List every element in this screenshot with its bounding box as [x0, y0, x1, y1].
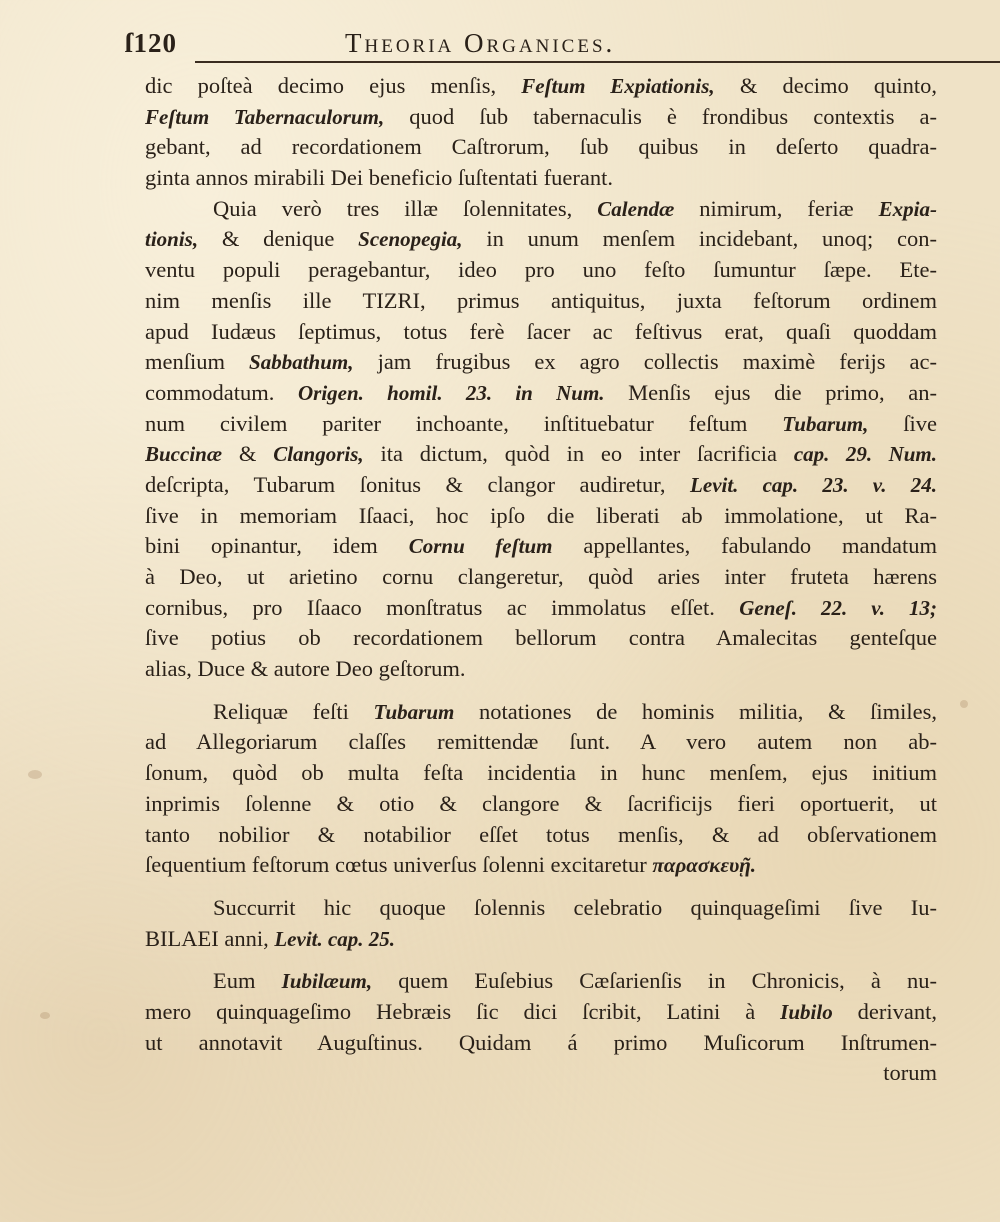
- text-line: [145, 531, 937, 562]
- page-number: ſ120: [125, 28, 178, 58]
- paper-stain: [960, 700, 968, 708]
- text-span: ſive: [868, 410, 937, 436]
- text-line: [145, 966, 937, 997]
- text-span: ita dictum, quòd in eo inter ſacrificia: [363, 441, 794, 467]
- text-span: derivant,: [832, 998, 937, 1024]
- italic-span: Feſtum Tabernaculorum,: [145, 104, 385, 129]
- text-span: ſonum, quòd ob multa feſta incidentia in hunc menſem, ejus initium: [145, 760, 937, 786]
- text-span: ſequentium feſtorum cœtus univerſus ſolenni excitaretur: [145, 852, 653, 878]
- text-span: apud Iudæus ſeptimus, totus ferè ſacer ac feſtivus erat, quaſi quoddam: [145, 318, 937, 344]
- italic-span: Levit. cap. 25.: [274, 926, 396, 951]
- text-line: [145, 194, 937, 225]
- italic-span: Calendæ: [597, 196, 675, 221]
- text-line: [145, 378, 937, 409]
- text-span: BILAEI anni,: [145, 925, 275, 951]
- text-span: nimirum, feriæ: [674, 195, 879, 221]
- italic-span: Levit. cap. 23. v. 24.: [690, 472, 937, 497]
- text-line: [145, 501, 937, 532]
- text-line: [145, 1028, 937, 1059]
- italic-span: Geneſ. 22. v. 13;: [739, 595, 937, 620]
- text-line: [145, 71, 937, 102]
- italic-span: Cornu feſtum: [408, 534, 553, 559]
- header-rule: [195, 61, 1000, 63]
- text-line: [145, 102, 937, 133]
- text-span: mero quinquageſimo Hebræis ſic dici ſcribit, Latini à: [145, 998, 781, 1024]
- italic-span: cap. 29. Num.: [793, 442, 937, 467]
- italic-span: Sabbathum,: [249, 350, 354, 375]
- text-span: &: [222, 441, 274, 467]
- text-span: Eum: [213, 968, 282, 994]
- text-line: [145, 224, 937, 255]
- text-span: quod ſub tabernaculis è frondibus contextis a-: [384, 103, 937, 129]
- running-header: [125, 28, 935, 62]
- text-span: Reliquæ feſti: [213, 698, 374, 724]
- text-line: [145, 439, 937, 470]
- text-line: [145, 789, 937, 820]
- text-span: jam frugibus ex agro collectis maximè ferijs ac-: [353, 349, 937, 375]
- italic-span: Expia-: [878, 196, 937, 221]
- text-line: [145, 820, 937, 851]
- text-span: appellantes, fabulando mandatum: [552, 533, 937, 559]
- text-span: menſium: [145, 349, 250, 375]
- paper-stain: [40, 1012, 50, 1019]
- text-span: commodatum.: [145, 379, 298, 405]
- text-span: num civilem pariter inchoante, inſtituebatur feſtum: [145, 410, 783, 436]
- text-line: [145, 997, 937, 1028]
- text-line: [145, 562, 937, 593]
- italic-span: Iubilæum,: [281, 969, 373, 994]
- text-line: [145, 924, 937, 955]
- text-span: in unum menſem incidebant, unoq; con-: [462, 226, 937, 252]
- text-span: à Deo, ut arietino cornu clangeretur, quòd aries inter fruteta hærens: [145, 564, 937, 589]
- text-line: [145, 409, 937, 440]
- paper-stain: [28, 770, 42, 779]
- text-span: & decimo quinto,: [714, 73, 937, 98]
- text-span: notationes de hominis militia, & ſimiles,: [454, 698, 937, 724]
- text-span: ventu populi peragebantur, ideo pro uno feſto ſumuntur ſæpe. Ete-: [145, 257, 937, 283]
- paragraph-gap: [145, 881, 937, 893]
- text-line: [145, 255, 937, 286]
- text-span: ſive potius ob recordationem bellorum contra Amalecitas genteſque: [145, 625, 937, 651]
- italic-span: Feſtum Expiationis,: [521, 74, 715, 98]
- text-span: cornibus, pro Iſaaco monſtratus ac immolatus eſſet.: [145, 594, 740, 620]
- text-line: [145, 470, 937, 501]
- text-line: [145, 1058, 937, 1089]
- text-line: [145, 347, 937, 378]
- text-line: [145, 286, 937, 317]
- text-span: inprimis ſolenne & otio & clangore & ſacrificijs fieri oportuerit, ut: [145, 790, 937, 816]
- text-span: dic poſteà decimo ejus menſis,: [145, 73, 522, 98]
- text-line: [145, 163, 937, 194]
- text-span: ad Allegoriarum claſſes remittendæ ſunt. A vero autem non ab-: [145, 729, 937, 755]
- text-span: & denique: [198, 226, 359, 252]
- paragraph-gap: [145, 954, 937, 966]
- text-span: nim menſis ille TIZRI, primus antiquitus, juxta feſtorum ordinem: [145, 287, 937, 313]
- text-line: [145, 893, 937, 924]
- italic-span: Tubarum: [373, 699, 455, 724]
- italic-span: Scenopegia,: [358, 227, 463, 252]
- text-line: [145, 593, 937, 624]
- text-span: ſive in memoriam Iſaaci, hoc ipſo die liberati ab immolatione, ut Ra-: [145, 502, 937, 528]
- italic-span: Clangoris,: [273, 442, 364, 467]
- text-line: [145, 850, 937, 881]
- italic-span: tionis,: [145, 227, 199, 252]
- italic-span: Tubarum,: [782, 411, 869, 436]
- text-line: [145, 758, 937, 789]
- text-line: [145, 317, 937, 348]
- text-span: deſcripta, Tubarum ſonitus & clangor audiretur,: [145, 471, 691, 497]
- text-line: [145, 727, 937, 758]
- text-line: [145, 654, 937, 685]
- text-line: [145, 697, 937, 728]
- text-span: Quia verò tres illæ ſolennitates,: [213, 195, 598, 221]
- text-span: torum: [883, 1060, 937, 1086]
- italic-span: Origen. homil. 23. in Num.: [297, 380, 605, 405]
- text-span: gebant, ad recordationem Caſtrorum, ſub quibus in deſerto quadra-: [145, 134, 937, 160]
- text-span: ginta annos mirabili Dei beneficio ſuſtentati fuerant.: [145, 165, 613, 191]
- paragraph-gap: [145, 685, 937, 697]
- text-span: bini opinantur, idem: [145, 533, 409, 559]
- text-span: ut annotavit Auguſtinus. Quidam á primo Muſicorum Inſtrumen-: [145, 1029, 937, 1055]
- text-line: [145, 132, 937, 163]
- text-span: Succurrit hic quoque ſolennis celebratio quinquageſimi ſive Iu-: [213, 894, 937, 920]
- text-span: Menſis ejus die primo, an-: [604, 379, 937, 405]
- text-line: [145, 623, 937, 654]
- text-span: quem Euſebius Cæſarienſis in Chronicis, à nu-: [372, 968, 937, 994]
- text-span: tanto nobilior & notabilior eſſet totus menſis, & ad obſervationem: [145, 821, 937, 847]
- italic-span: παρασκευῇ.: [652, 853, 757, 878]
- italic-span: Buccinæ: [145, 442, 223, 467]
- text-span: alias, Duce & autore Deo geſtorum.: [145, 656, 466, 682]
- page-body-text: [145, 71, 937, 1089]
- italic-span: Iubilo: [780, 999, 833, 1024]
- running-title: Theoria Organices.: [345, 28, 616, 58]
